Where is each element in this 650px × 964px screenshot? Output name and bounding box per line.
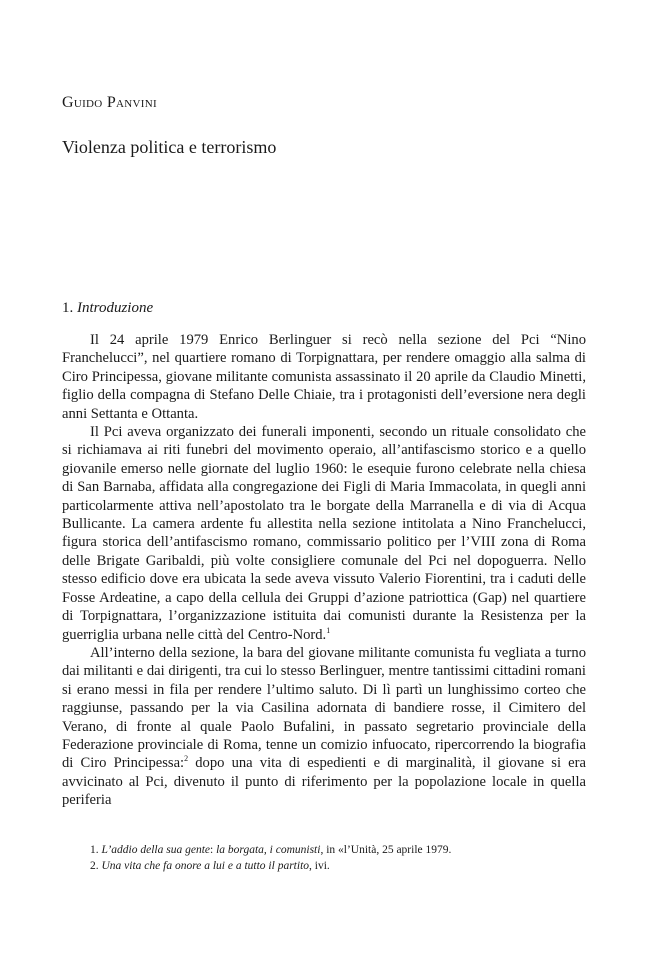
footnote-subtitle: la borgata, i comunisti (216, 844, 321, 856)
paragraph (62, 644, 586, 810)
footnotes (90, 842, 590, 874)
body-text (62, 331, 586, 810)
section-heading (62, 300, 153, 317)
paragraph (62, 423, 586, 644)
paragraph-text: dopo una vita di espedienti e di marginalità, il giovane si era avvicinato al Pci, divenuto il punto di riferimento per la popolazione locale in quella periferia (62, 755, 586, 809)
footnote-title: L’addio della sua gente (101, 844, 210, 856)
section-title: Introduzione (77, 300, 154, 316)
footnote-separator: : (210, 844, 217, 856)
footnote-text: , ivi. (309, 860, 330, 872)
author-name: Guido Panvini (62, 94, 157, 111)
footnote (90, 858, 590, 874)
paragraph (62, 331, 586, 423)
footnote-title: Una vita che fa onore a lui e a tutto il partito (101, 860, 310, 872)
section-number: 1. (62, 300, 74, 316)
paragraph-text: Il 24 aprile 1979 Enrico Berlinguer si recò nella sezione del Pci “Nino Franchelucci”, nel quartiere romano di Torpignattara, per rendere omaggio alla salma di Ciro Principessa, giovane militante comunista assassinato il 20 aprile da Claudio Minetti, figlio della compagna di Stefano Delle Chiaie, tra i protagonisti dell’eversione nera degli anni Settanta e Ottanta. (62, 332, 586, 422)
footnote-text: , in «l’Unità, 25 aprile 1979. (320, 844, 452, 856)
footnote-number: 1. (90, 844, 99, 856)
paragraph-text: Il Pci aveva organizzato dei funerali imponenti, secondo un rituale consolidato che si richiamava ai riti funebri del movimento operaio, all’antifascismo storico e a quello giovanile emerso nelle giornate del luglio 1960: le esequie furono celebrate nella chiesa di San Barnaba, affidata alla congregazione dei Figli di Maria Immacolata, in quegli anni particolarmente attiva nell’apostolato tra le borgate della Marranella e di via di Acqua Bullicante. La camera ardente fu allestita nella sezione intitolata a Nino Franchelucci, figura storica dell’antifascismo romano, commissario politico per l’VIII zona di Roma delle Brigate Garibaldi, più volte consigliere comunale del Pci nel dopoguerra. Nello stesso edificio dove era ubicata la sede aveva vissuto Valerio Fiorentini, tra i caduti delle Fosse Ardeatine, a capo della cellula dei Gruppi d’azione patriottica (Gap) nel quartiere di Torpignattara, l’organizzazione istituita dai comunisti durante la Resistenza per la guerriglia urbana nelle città del Centro-Nord. (62, 424, 586, 643)
paragraph-text: All’interno della sezione, la bara del giovane militante comunista fu vegliata a turno dai militanti e dai dirigenti, tra cui lo stesso Berlinguer, mentre tantissimi cittadini romani si erano messi in fila per rendere l’ultimo saluto. Di lì partì un lunghissimo corteo che raggiunse, passando per la via Casilina adornata di bandiere rosse, il Cimitero del Verano, di fronte al quale Paolo Bufalini, in passato segretario provinciale della Federazione provinciale di Roma, tenne un comizio infuocato, ripercorrendo la biografia di Ciro Principessa: (62, 644, 586, 772)
footnote-ref[interactable]: 1 (326, 625, 331, 635)
footnote (90, 842, 590, 858)
footnote-ref[interactable]: 2 (184, 754, 189, 764)
footnote-number: 2. (90, 860, 99, 872)
chapter-title: Violenza politica e terrorismo (62, 137, 277, 157)
